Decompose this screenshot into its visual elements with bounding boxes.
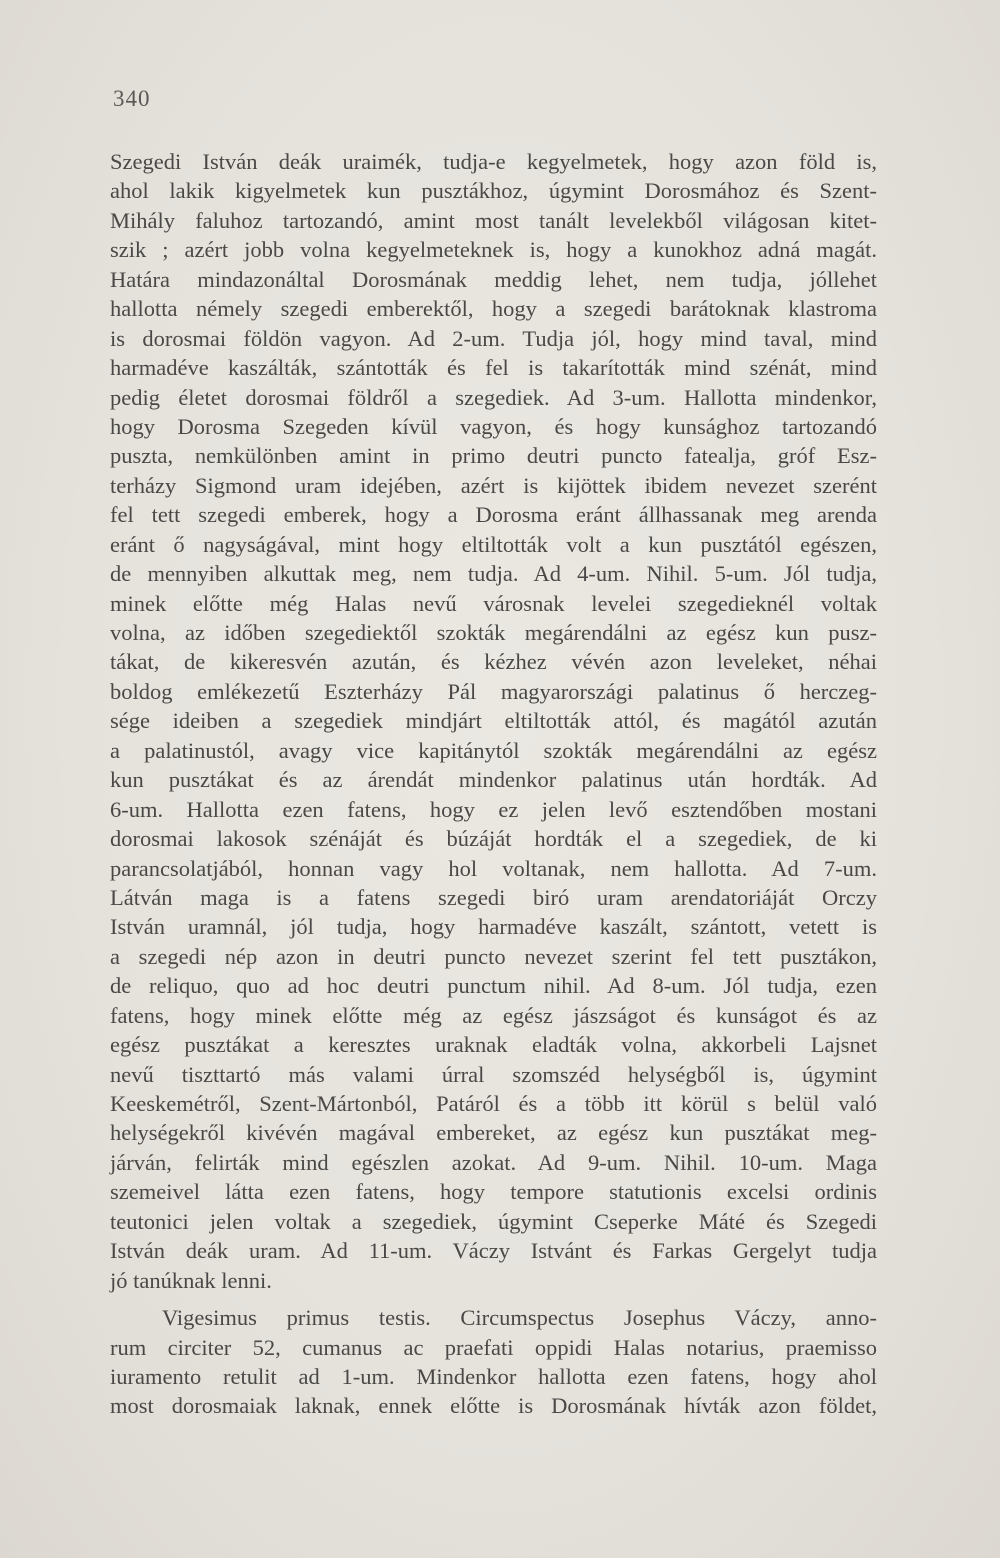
text-line: egész pusztákat a keresztes uraknak eladták volna, akkorbeli Lajsnet (110, 1032, 877, 1058)
text-line: helységekről kivévén magával embereket, az egész kun pusztákat meg- (110, 1120, 877, 1146)
text-line: ahol lakik kigyelmetek kun pusztákhoz, úgymint Dorosmához és Szent- (110, 178, 877, 204)
text-line: István uramnál, jól tudja, hogy harmadéve kaszált, szántott, vetett is (110, 914, 877, 940)
text-line: is dorosmai földön vagyon. Ad 2-um. Tudja jól, hogy mind taval, mind (110, 325, 877, 351)
text-line: nevű tiszttartó más valami úrral szomszéd helységből is, úgymint (110, 1061, 877, 1087)
text-line: Szegedi István deák uraimék, tudja-e kegyelmetek, hogy azon föld is, (110, 149, 877, 174)
text-line: szemeivel látta ezen fatens, hogy tempore statutionis excelsi ordinis (110, 1179, 877, 1205)
text-line: sége ideiben a szegediek mindjárt eltiltották attól, és magától azután (110, 708, 877, 734)
paragraph-gap (110, 1295, 877, 1303)
paragraph (110, 147, 877, 1295)
text-line: minek előtte még Halas nevű városnak levelei szegedieknél voltak (110, 590, 877, 616)
text-line: szik ; azért jobb volna kegyelmeteknek is, hogy a kunokhoz adná magát. (110, 237, 877, 263)
text-line: jó tanúknak lenni. (110, 1267, 272, 1293)
text-line: tákat, de kikeresvén azután, és kézhez vévén azon leveleket, néhai (110, 649, 877, 675)
text-line: parancsolatjából, honnan vagy hol voltanak, nem hallotta. Ad 7-um. (110, 855, 877, 881)
text-line: 6-um. Hallotta ezen fatens, hogy ez jelen levő esztendőben mostani (110, 796, 877, 822)
text-line: rum circiter 52, cumanus ac praefati oppidi Halas notarius, praemisso (110, 1334, 877, 1360)
text-line: eránt ő nagyságával, mint hogy eltiltották volt a kun pusztától egészen, (110, 531, 877, 557)
text-line: fel tett szegedi emberek, hogy a Dorosma eránt állhassanak meg arenda (110, 502, 877, 528)
text-line: iuramento retulit ad 1-um. Mindenkor hallotta ezen fatens, hogy ahol (110, 1363, 877, 1389)
body-text (110, 147, 877, 1421)
text-line: Látván maga is a fatens szegedi biró uram arendatoriáját Orczy (110, 884, 877, 910)
text-line: boldog emlékezetű Eszterházy Pál magyarországi palatinus ő herczeg- (110, 678, 877, 704)
text-line: most dorosmaiak laknak, ennek előtte is Dorosmának hívták azon földet, (110, 1393, 877, 1419)
text-line: hogy Dorosma Szegeden kívül vagyon, és hogy kunsághoz tartozandó (110, 413, 877, 439)
text-line: hallotta némely szegedi emberektől, hogy a szegedi barátoknak klastroma (110, 296, 877, 322)
text-line: István deák uram. Ad 11-um. Váczy Istvánt és Farkas Gergelyt tudja (110, 1238, 877, 1264)
text-line: de reliquo, quo ad hoc deutri punctum nihil. Ad 8-um. Jól tudja, ezen (110, 973, 877, 999)
text-line: fatens, hogy minek előtte még az egész jászságot és kunságot és az (110, 1002, 877, 1028)
text-line: kun pusztákat és az árendát mindenkor palatinus után hordták. Ad (110, 767, 877, 793)
paragraph (110, 1303, 877, 1421)
text-line: pedig életet dorosmai földről a szegediek. Ad 3-um. Hallotta mindenkor, (110, 384, 877, 410)
text-line: terházy Sigmond uram idejében, azért is kijöttek ibidem nevezet szerént (110, 472, 877, 498)
text-line: a palatinustól, avagy vice kapitánytól szokták megárendálni az egész (110, 737, 877, 763)
text-line: járván, felirták mind egészlen azokat. Ad 9-um. Nihil. 10-um. Maga (110, 1149, 877, 1175)
text-line: puszta, nemkülönben amint in primo deutri puncto fatealja, gróf Esz- (110, 443, 877, 469)
text-line: Mihály faluhoz tartozandó, amint most tanált levelekből világosan kitet- (110, 207, 877, 233)
text-line: a szegedi nép azon in deutri puncto nevezet szerint fel tett pusztákon, (110, 943, 877, 969)
text-line: de mennyiben alkuttak meg, nem tudja. Ad 4-um. Nihil. 5-um. Jól tudja, (110, 561, 877, 587)
text-line: teutonici jelen voltak a szegediek, úgymint Cseperke Máté és Szegedi (110, 1208, 877, 1234)
text-line: dorosmai lakosok szénáját és búzáját hordták el a szegediek, de ki (110, 826, 877, 852)
text-line: Vigesimus primus testis. Circumspectus Josephus Váczy, anno- (162, 1305, 877, 1331)
text-line: harmadéve kaszálták, szántották és fel is takarították mind szénát, mind (110, 355, 877, 381)
text-line: Keeskemétről, Szent-Mártonból, Patáról és a több itt körül s belül való (110, 1091, 877, 1116)
text-line: Határa mindazonáltal Dorosmának meddig lehet, nem tudja, jóllehet (110, 266, 877, 292)
page-number: 340 (113, 86, 151, 111)
text-line: volna, az időben szegediektől szokták megárendálni az egész kun pusz- (110, 620, 877, 645)
